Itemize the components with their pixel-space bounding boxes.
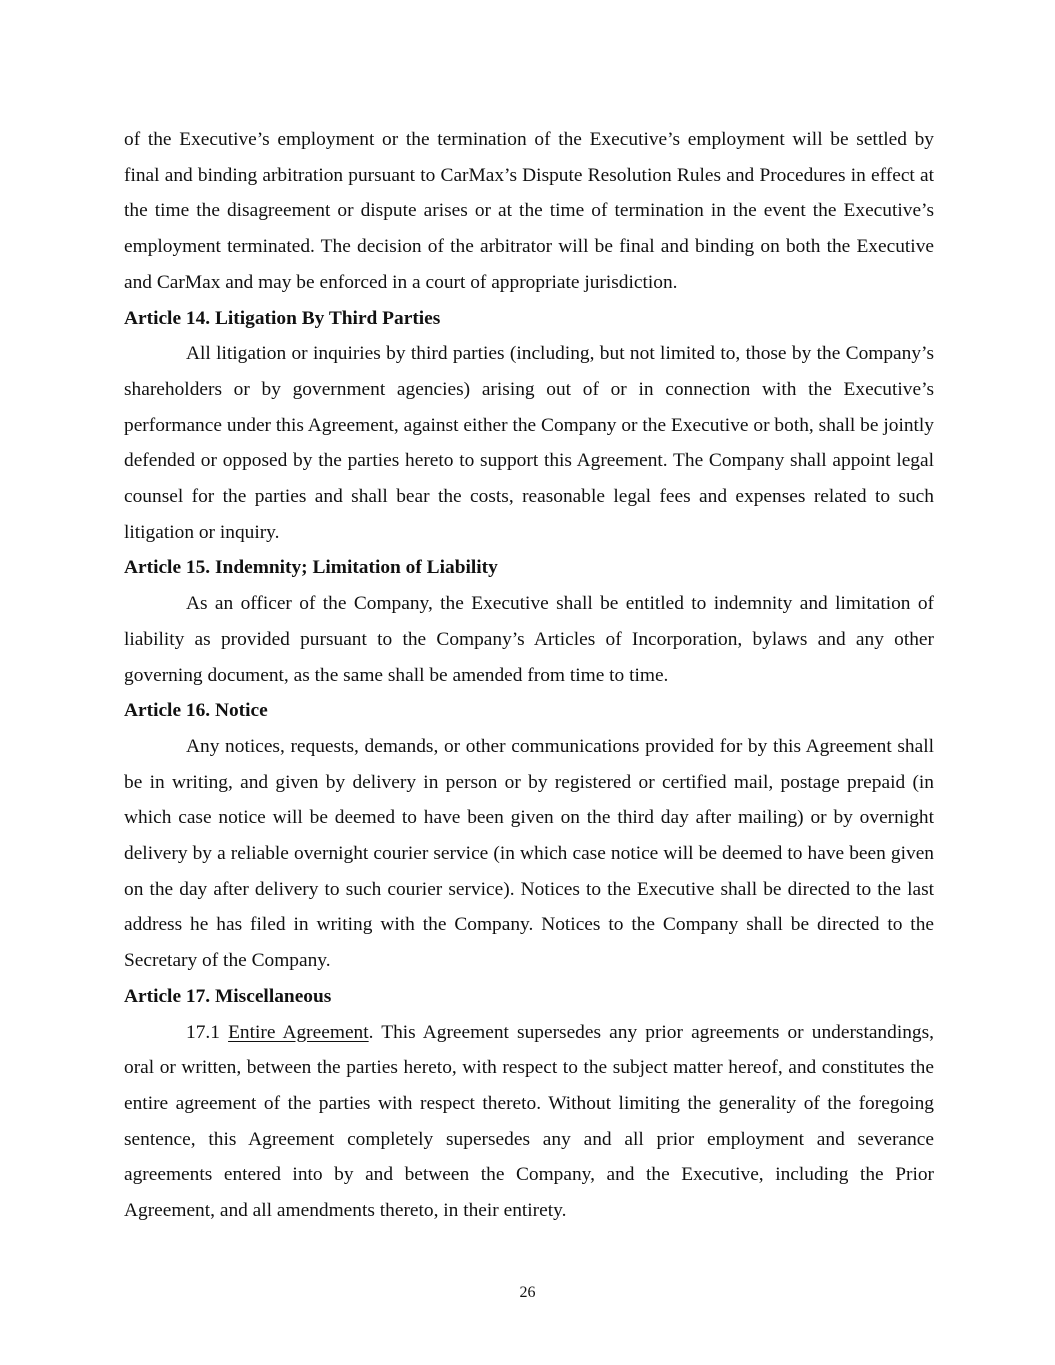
article-14-heading: Article 14. Litigation By Third Parties <box>124 307 441 329</box>
section-number: 17.1 <box>186 1021 220 1043</box>
section-body: . This Agreement supersedes any prior agreements or understandings, oral or written, between the parties hereto, with respect to the subject matter hereof, and constitutes the entire agreement of the parties with respect thereto. Without limiting the generality of the foregoing sentence, this Agreement completely supersedes any and all prior employment and severance agreements entered into by and between the Company, and the Executive, including the Prior Agreement, and all amendments thereto, in their entirety. <box>124 1021 934 1222</box>
intro-paragraph: of the Executive’s employment or the termination of the Executive’s employment will be settled by final and binding arbitration pursuant to CarMax’s Dispute Resolution Rules and Procedures in effect at the time the disagreement or dispute arises or at the time of termination in the event the Executive’s employment terminated. The decision of the arbitrator will be final and binding on both the Executive and CarMax and may be enforced in a court of appropriate jurisdiction. <box>124 129 934 293</box>
section-title: Entire Agreement <box>228 1021 369 1043</box>
article-15-heading: Article 15. Indemnity; Limitation of Liability <box>124 557 498 579</box>
article-16-heading: Article 16. Notice <box>124 700 268 722</box>
document-body <box>124 122 934 1229</box>
article-14-body: All litigation or inquiries by third parties (including, but not limited to, those by the Company’s shareholders or by government agencies) arising out of or in connection with the Executive’s performance under this Agreement, against either the Company or the Executive or both, shall be jointly defended or opposed by the parties hereto to support this Agreement. The Company shall appoint legal counsel for the parties and shall bear the costs, reasonable legal fees and expenses related to such litigation or inquiry. <box>124 343 934 543</box>
article-15-body: As an officer of the Company, the Executive shall be entitled to indemnity and limitation of liability as provided pursuant to the Company’s Articles of Incorporation, bylaws and any other governing document, as the same shall be amended from time to time. <box>124 593 934 686</box>
page-number: 26 <box>519 1284 536 1301</box>
article-17-heading: Article 17. Miscellaneous <box>124 985 332 1007</box>
article-17-section-17-1 <box>124 1015 934 1229</box>
article-16-body: Any notices, requests, demands, or other communications provided for by this Agreement shall be in writing, and given by delivery in person or by registered or certified mail, postage prepaid (in which case notice will be deemed to have been given on the third day after mailing) or by overnight delivery by a reliable overnight courier service (in which case notice will be deemed to have been given on the day after delivery to such courier service). Notices to the Executive shall be directed to the last address he has filed in writing with the Company. Notices to the Company shall be directed to the Secretary of the Company. <box>124 735 934 972</box>
